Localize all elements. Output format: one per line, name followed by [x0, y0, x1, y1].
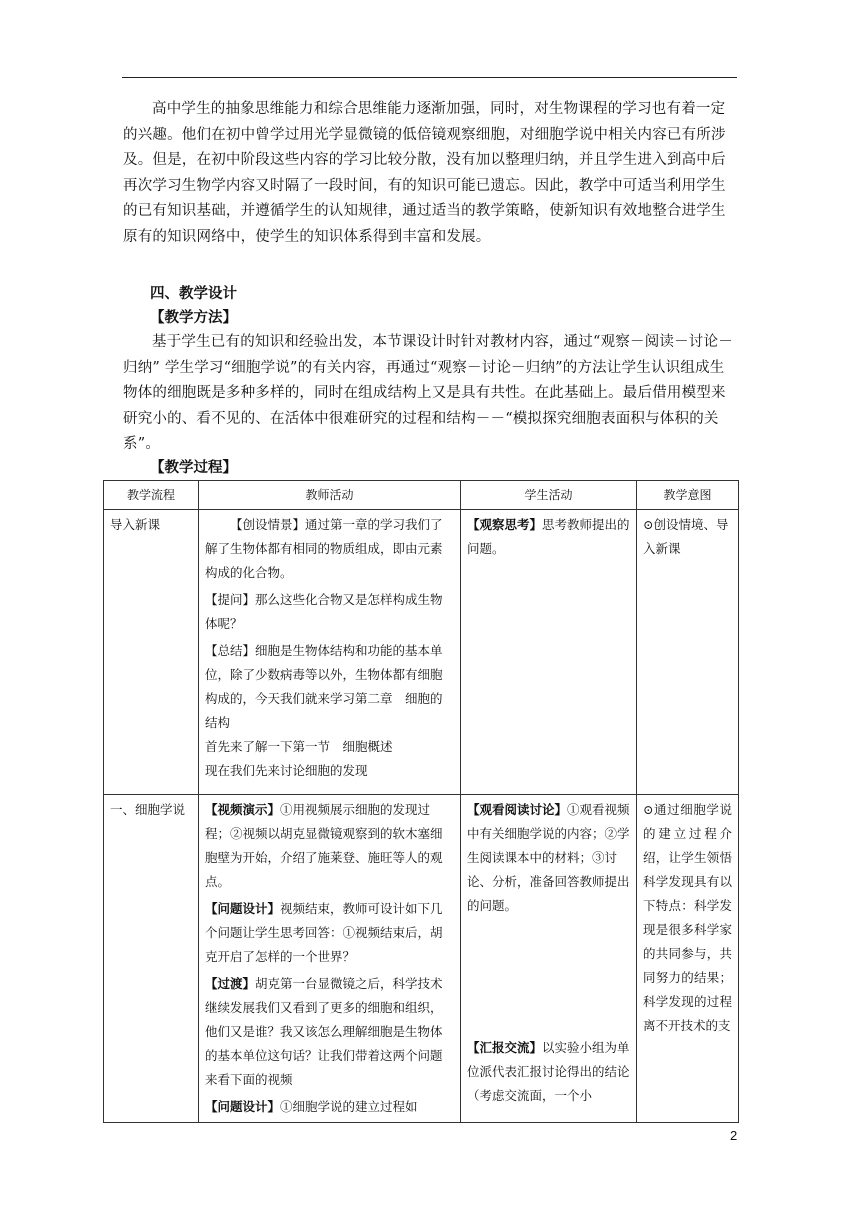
header-teacher: 教师活动 [199, 481, 461, 510]
student-item-tag: 【观察思考】 [467, 517, 543, 532]
header-stage: 教学流程 [104, 481, 199, 510]
student-item-text: ①观看视频中有关细胞学说的内容；②学生阅读课本中的材料；③讨论、分析，准备回答教师提出的问题。 [467, 802, 630, 913]
intro-paragraph: 高中学生的抽象思维能力和综合思维能力逐渐加强，同时，对生物课程的学习也有着一定的兴趣。他们在初中曾学过用光学显微镜的低倍镜观察细胞，对细胞学说中相关内容已有所涉及。但是，在初中阶段这些内容的学习比较分散，没有加以整理归纳，并且学生进入到高中后再次学习生物学内容又时隔了一段时间，有的知识可能已遗忘。因此，教学中可适当利用学生的已有知识基础，并遵循学生的认知规律，通过适当的教学策略，使新知识有效地整合进学生原有的知识网络中，使学生的知识体系得到丰富和发展。 [123, 101, 726, 245]
student-item-text: 思考教师提出的问题。 [467, 517, 630, 556]
teacher-item-tag: 【问题设计】 [205, 901, 281, 916]
stage-cell [104, 510, 199, 795]
teacher-cell [199, 510, 461, 795]
student-item-tag: 【观看阅读讨论】 [467, 802, 568, 817]
teacher-item-text: 胡克第一台显微镜之后，科学技术继续发展我们又看到了更多的细胞和组织，他们又是谁？我又该怎么理解细胞是生物体的基本单位这句话？让我们带着这两个问题来看下面的视频 [205, 976, 443, 1087]
header-student: 学生活动 [461, 481, 637, 510]
teacher-item-tag: 【创设情景】 [230, 517, 306, 532]
stage-label: 导入新课 [110, 517, 161, 532]
teacher-item-tag: 【过渡】 [205, 976, 256, 991]
teacher-cell [199, 795, 461, 1123]
intent-cell [637, 510, 739, 795]
stage-cell [104, 795, 199, 1123]
teacher-item: 首先来了解一下第一节 细胞概述 [205, 739, 393, 754]
student-cell [461, 510, 637, 795]
intent-cell [637, 795, 739, 1123]
teacher-item [205, 972, 454, 1092]
stage-label: 一、细胞学说 [110, 802, 186, 817]
teacher-item [205, 798, 454, 894]
header-intent: 教学意图 [637, 481, 739, 510]
header-rule [122, 77, 737, 78]
teacher-item-tag: 【总结】 [205, 643, 256, 658]
teacher-item-text: 视频结束，教师可设计如下几个问题让学生思考回答：①视频结束后，胡克开启了怎样的一个世界？ [205, 901, 443, 964]
teacher-item [205, 897, 454, 969]
section-title: 四、教学设计 [150, 285, 237, 302]
teacher-item [205, 588, 454, 636]
teacher-item-text: 通过第一章的学习我们了解了生物体都有相同的物质组成，即由元素构成的化合物。 [205, 517, 443, 580]
process-title: 【教学过程】 [150, 459, 237, 476]
method-title: 【教学方法】 [150, 309, 237, 326]
process-table [103, 480, 739, 1123]
teacher-item-tag: 【问题设计】 [205, 1099, 281, 1114]
student-item-text: 以实验小组为单位派代表汇报讨论得出的结论（考虑交流面，一个小 [467, 1040, 630, 1103]
teacher-item [205, 1095, 454, 1119]
student-item [467, 1036, 630, 1108]
page-number: 2 [730, 1128, 738, 1143]
teacher-item-text: ①用视频展示细胞的发现过程；②视频以胡克显微镜观察到的软木塞细胞壁为开始，介绍了施莱登、施旺等人的观点。 [205, 802, 443, 889]
intent-text: ⊙通过细胞学说的建立过程介绍，让学生领悟科学发现具有以下特点：科学发现是很多科学家的共同参与，共同努力的结果；科学发现的过程离不开技术的支 [643, 802, 732, 1033]
teacher-item: 现在我们先来讨论细胞的发现 [205, 763, 368, 778]
intent-text: ⊙创设情境、导入新课 [643, 517, 729, 556]
table-row [104, 795, 739, 1123]
student-cell [461, 795, 637, 1123]
teacher-item-text: 那么这些化合物又是怎样构成生物体呢？ [205, 592, 443, 631]
table-row [104, 510, 739, 795]
method-paragraph: 基于学生已有的知识和经验出发，本节课设计时针对教材内容，通过“观察－阅读－讨论－归纳” 学生学习“细胞学说”的有关内容，再通过“观察－讨论－归纳”的方法让学生认识组成生物体的细胞既是多种多样的，同时在组成结构上又是具有共性。在此基础上。最后借用模型来研究小的、看不见的、在活体中很难研究的过程和结构－－“模拟探究细胞表面积与体积的关系”。 [123, 334, 733, 452]
table-header-row [104, 481, 739, 510]
student-item [467, 513, 630, 561]
student-item-tag: 【汇报交流】 [467, 1040, 543, 1055]
teacher-item [205, 513, 454, 585]
teacher-item-text: ①细胞学说的建立过程如 [280, 1099, 418, 1114]
teacher-item-tag: 【视频演示】 [205, 802, 281, 817]
teacher-item [205, 639, 454, 735]
teacher-item-text: 细胞是生物体结构和功能的基本单位，除了少数病毒等以外，生物体都有细胞构成的，今天我们就来学习第二章 细胞的结构 [205, 643, 443, 730]
teacher-item-tag: 【提问】 [205, 592, 256, 607]
student-item [467, 798, 630, 918]
